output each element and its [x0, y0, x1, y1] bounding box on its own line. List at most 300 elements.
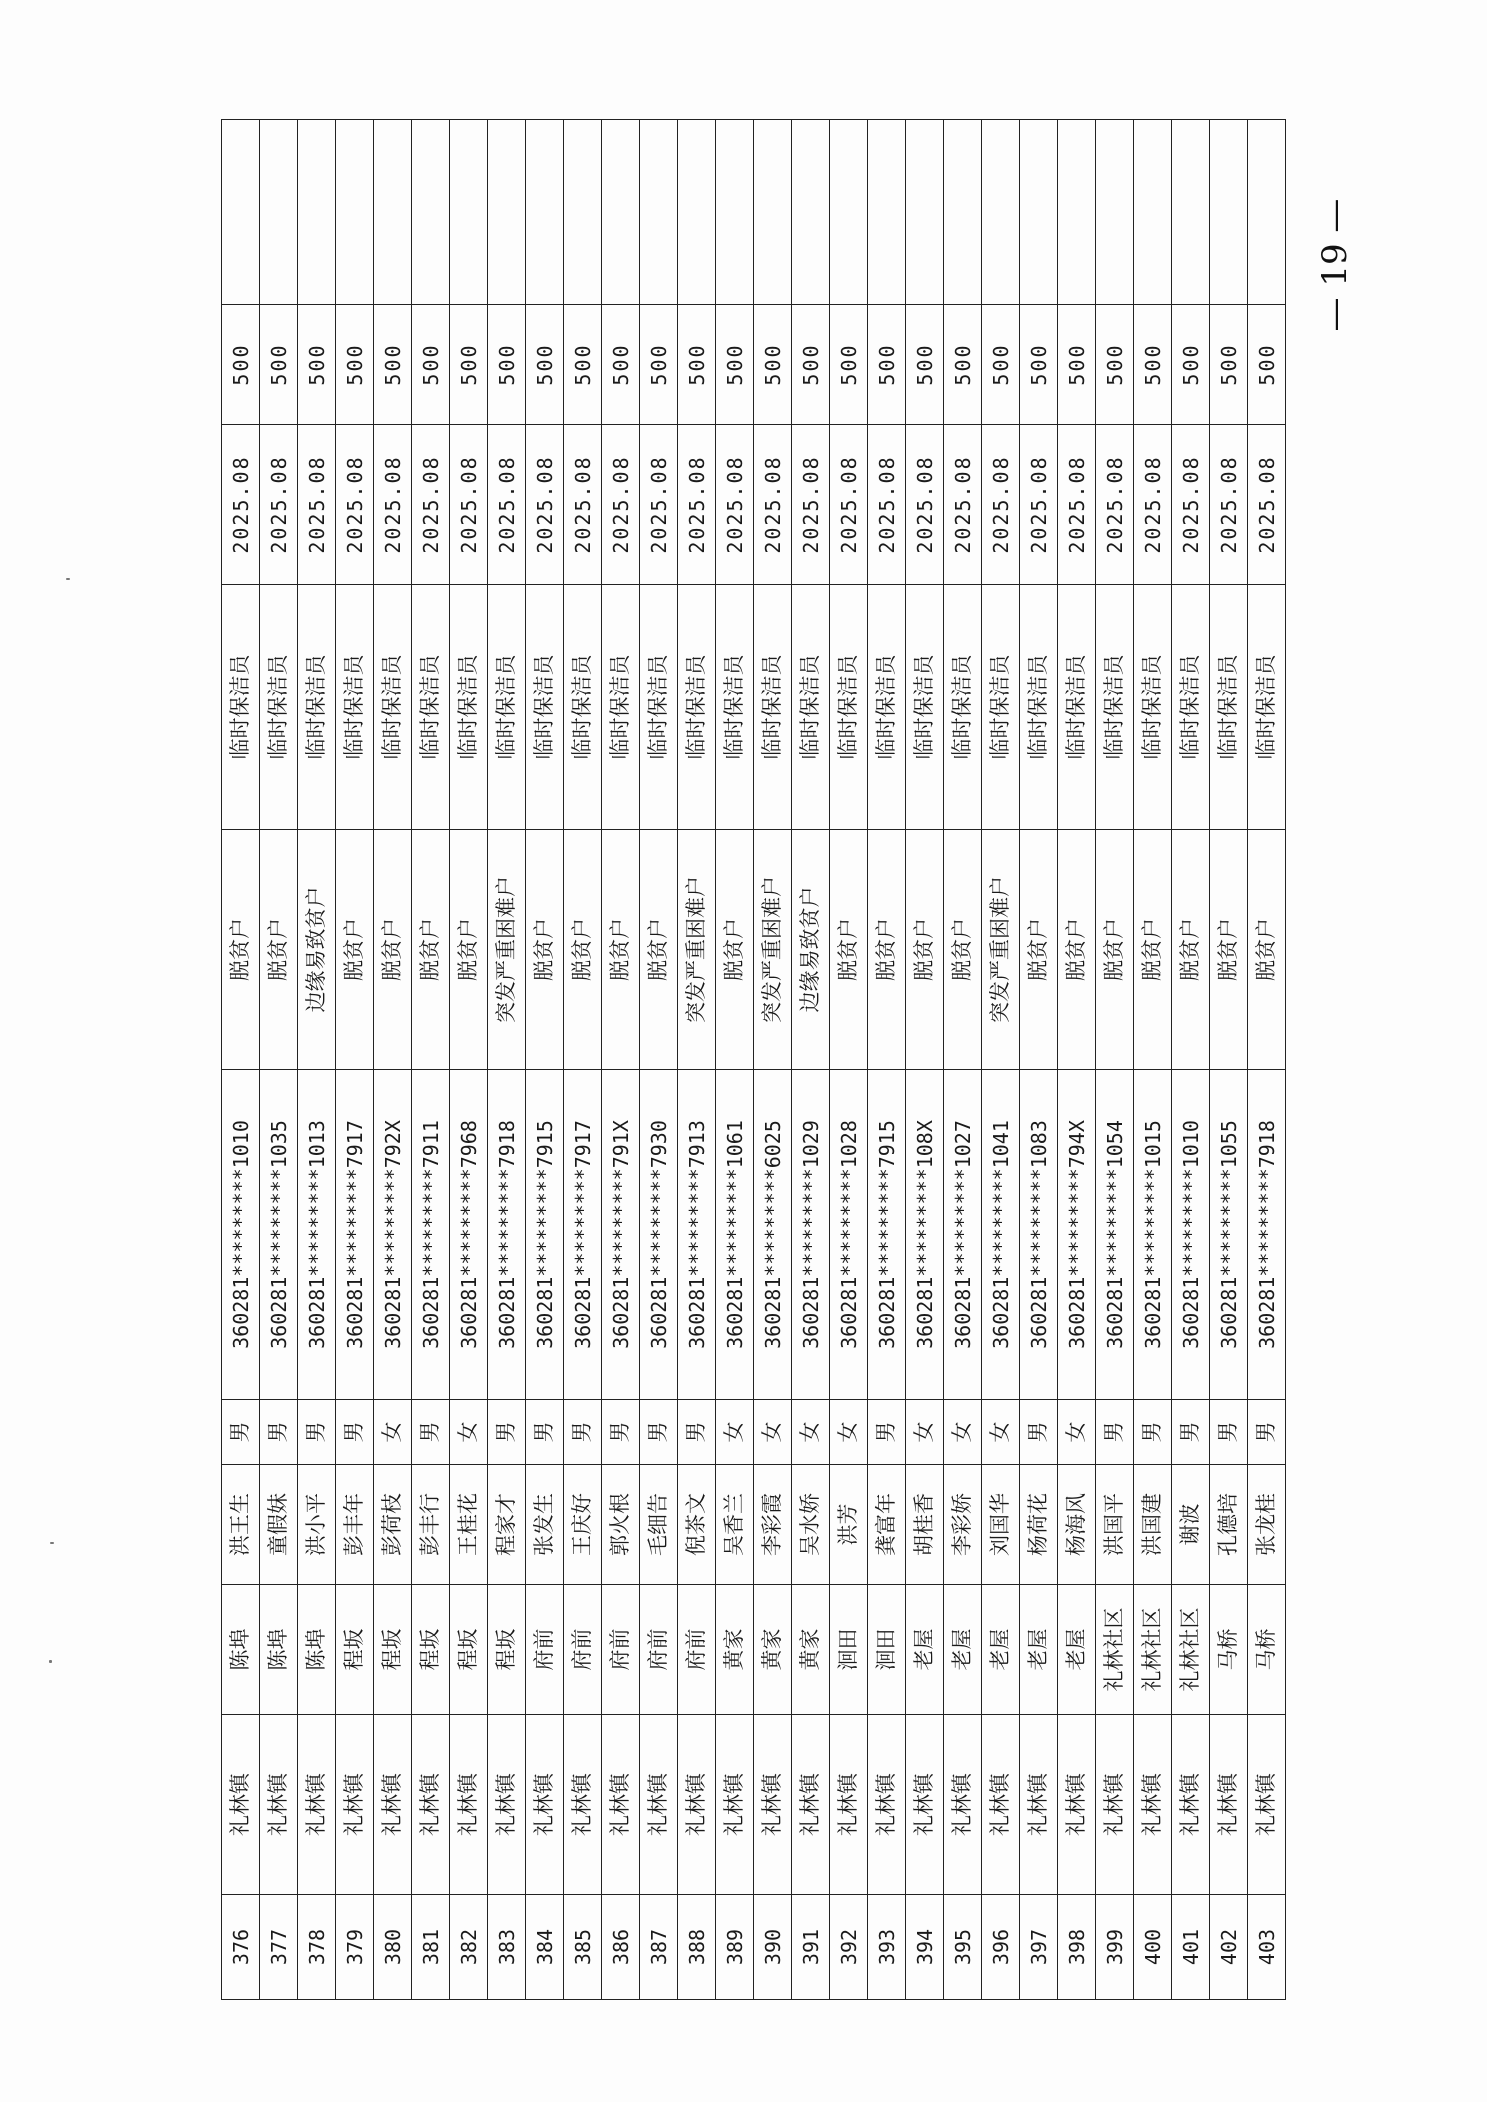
cell-name: 洪国平 — [1096, 1465, 1134, 1585]
cell-serial: 401 — [1172, 1895, 1210, 2000]
cell-position: 临时保洁员 — [260, 585, 298, 830]
cell-gender: 女 — [754, 1400, 792, 1465]
table-row — [754, 120, 792, 2000]
cell-name: 谢波 — [1172, 1465, 1210, 1585]
cell-position: 临时保洁员 — [716, 585, 754, 830]
cell-date: 2025.08 — [526, 425, 564, 585]
table-row — [260, 120, 298, 2000]
cell-serial: 397 — [1020, 1895, 1058, 2000]
cell-amount: 500 — [716, 305, 754, 425]
cell-town: 礼林镇 — [1058, 1715, 1096, 1895]
table-row — [526, 120, 564, 2000]
cell-date: 2025.08 — [1248, 425, 1286, 585]
cell-name: 王庆好 — [564, 1465, 602, 1585]
cell-date: 2025.08 — [336, 425, 374, 585]
cell-name: 张龙桂 — [1248, 1465, 1286, 1585]
table-row — [1248, 120, 1286, 2000]
cell-id-number: 360281*********792X — [374, 1070, 412, 1400]
cell-gender: 男 — [602, 1400, 640, 1465]
cell-town: 礼林镇 — [868, 1715, 906, 1895]
cell-category: 脱贫户 — [1096, 830, 1134, 1070]
cell-village: 黄家 — [754, 1585, 792, 1715]
cell-village: 礼林社区 — [1096, 1585, 1134, 1715]
cell-serial: 384 — [526, 1895, 564, 2000]
cell-village: 老屋 — [1020, 1585, 1058, 1715]
cell-town: 礼林镇 — [830, 1715, 868, 1895]
cell-town: 礼林镇 — [298, 1715, 336, 1895]
cell-name: 李彩娇 — [944, 1465, 982, 1585]
cell-town: 礼林镇 — [792, 1715, 830, 1895]
table-row — [1058, 120, 1096, 2000]
cell-note — [1020, 120, 1058, 305]
cell-name: 洪国建 — [1134, 1465, 1172, 1585]
cell-position: 临时保洁员 — [792, 585, 830, 830]
table-row — [1020, 120, 1058, 2000]
cell-note — [602, 120, 640, 305]
cell-position: 临时保洁员 — [944, 585, 982, 830]
cell-name: 张发生 — [526, 1465, 564, 1585]
cell-date: 2025.08 — [374, 425, 412, 585]
cell-serial: 386 — [602, 1895, 640, 2000]
cell-name: 毛细告 — [640, 1465, 678, 1585]
cell-town: 礼林镇 — [374, 1715, 412, 1895]
scan-speck — [50, 1542, 54, 1544]
cell-gender: 男 — [1096, 1400, 1134, 1465]
cell-date: 2025.08 — [1172, 425, 1210, 585]
cell-village: 府前 — [678, 1585, 716, 1715]
cell-date: 2025.08 — [868, 425, 906, 585]
cell-id-number: 360281*********1027 — [944, 1070, 982, 1400]
cell-town: 礼林镇 — [640, 1715, 678, 1895]
cell-date: 2025.08 — [830, 425, 868, 585]
cell-town: 礼林镇 — [564, 1715, 602, 1895]
cell-serial: 399 — [1096, 1895, 1134, 2000]
cell-village: 礼林社区 — [1134, 1585, 1172, 1715]
beneficiary-table — [221, 119, 1286, 2000]
cell-amount: 500 — [754, 305, 792, 425]
cell-amount: 500 — [526, 305, 564, 425]
cell-name: 龚富年 — [868, 1465, 906, 1585]
cell-town: 礼林镇 — [488, 1715, 526, 1895]
cell-serial: 388 — [678, 1895, 716, 2000]
cell-position: 临时保洁员 — [640, 585, 678, 830]
cell-gender: 女 — [374, 1400, 412, 1465]
cell-category: 突发严重困难户 — [982, 830, 1020, 1070]
cell-position: 临时保洁员 — [488, 585, 526, 830]
cell-serial: 396 — [982, 1895, 1020, 2000]
cell-town: 礼林镇 — [906, 1715, 944, 1895]
cell-serial: 394 — [906, 1895, 944, 2000]
cell-serial: 379 — [336, 1895, 374, 2000]
cell-position: 临时保洁员 — [412, 585, 450, 830]
cell-date: 2025.08 — [450, 425, 488, 585]
cell-id-number: 360281*********791X — [602, 1070, 640, 1400]
cell-id-number: 360281*********1028 — [830, 1070, 868, 1400]
cell-village: 陈埠 — [222, 1585, 260, 1715]
cell-amount: 500 — [336, 305, 374, 425]
cell-date: 2025.08 — [488, 425, 526, 585]
cell-village: 老屋 — [1058, 1585, 1096, 1715]
cell-position: 临时保洁员 — [1248, 585, 1286, 830]
table-row — [564, 120, 602, 2000]
cell-note — [716, 120, 754, 305]
cell-village: 府前 — [640, 1585, 678, 1715]
cell-note — [1096, 120, 1134, 305]
cell-id-number: 360281*********7968 — [450, 1070, 488, 1400]
cell-position: 临时保洁员 — [374, 585, 412, 830]
cell-date: 2025.08 — [678, 425, 716, 585]
table-row — [640, 120, 678, 2000]
cell-id-number: 360281*********794X — [1058, 1070, 1096, 1400]
cell-category: 脱贫户 — [260, 830, 298, 1070]
cell-date: 2025.08 — [1096, 425, 1134, 585]
cell-amount: 500 — [868, 305, 906, 425]
table-row — [602, 120, 640, 2000]
cell-category: 脱贫户 — [640, 830, 678, 1070]
cell-town: 礼林镇 — [754, 1715, 792, 1895]
cell-category: 脱贫户 — [564, 830, 602, 1070]
cell-serial: 392 — [830, 1895, 868, 2000]
cell-gender: 男 — [222, 1400, 260, 1465]
page-number — [1305, 190, 1365, 340]
cell-note — [830, 120, 868, 305]
cell-position: 临时保洁员 — [830, 585, 868, 830]
cell-gender: 男 — [526, 1400, 564, 1465]
cell-village: 陈埠 — [260, 1585, 298, 1715]
cell-amount: 500 — [640, 305, 678, 425]
cell-category: 脱贫户 — [1058, 830, 1096, 1070]
cell-date: 2025.08 — [564, 425, 602, 585]
cell-amount: 500 — [1248, 305, 1286, 425]
cell-amount: 500 — [374, 305, 412, 425]
cell-name: 郭火根 — [602, 1465, 640, 1585]
cell-name: 彭丰年 — [336, 1465, 374, 1585]
cell-gender: 女 — [830, 1400, 868, 1465]
cell-category: 脱贫户 — [602, 830, 640, 1070]
cell-name: 彭丰行 — [412, 1465, 450, 1585]
cell-id-number: 360281*********1055 — [1210, 1070, 1248, 1400]
cell-village: 程坂 — [412, 1585, 450, 1715]
cell-position: 临时保洁员 — [1020, 585, 1058, 830]
cell-id-number: 360281*********7913 — [678, 1070, 716, 1400]
cell-category: 脱贫户 — [906, 830, 944, 1070]
cell-note — [1172, 120, 1210, 305]
cell-serial: 391 — [792, 1895, 830, 2000]
cell-note — [488, 120, 526, 305]
cell-note — [906, 120, 944, 305]
cell-category: 脱贫户 — [450, 830, 488, 1070]
cell-category: 脱贫户 — [868, 830, 906, 1070]
cell-gender: 男 — [564, 1400, 602, 1465]
cell-amount: 500 — [1210, 305, 1248, 425]
cell-amount: 500 — [564, 305, 602, 425]
cell-date: 2025.08 — [412, 425, 450, 585]
cell-id-number: 360281*********1029 — [792, 1070, 830, 1400]
cell-name: 彭荷枝 — [374, 1465, 412, 1585]
cell-category: 突发严重困难户 — [754, 830, 792, 1070]
cell-gender: 女 — [906, 1400, 944, 1465]
table-row — [1172, 120, 1210, 2000]
cell-serial: 377 — [260, 1895, 298, 2000]
cell-name: 吴水娇 — [792, 1465, 830, 1585]
cell-id-number: 360281*********1013 — [298, 1070, 336, 1400]
cell-gender: 男 — [678, 1400, 716, 1465]
cell-id-number: 360281*********7915 — [526, 1070, 564, 1400]
cell-amount: 500 — [450, 305, 488, 425]
cell-amount: 500 — [222, 305, 260, 425]
cell-category: 脱贫户 — [374, 830, 412, 1070]
cell-town: 礼林镇 — [222, 1715, 260, 1895]
cell-village: 程坂 — [488, 1585, 526, 1715]
cell-date: 2025.08 — [1210, 425, 1248, 585]
cell-amount: 500 — [792, 305, 830, 425]
cell-town: 礼林镇 — [678, 1715, 716, 1895]
table-row — [450, 120, 488, 2000]
cell-village: 马桥 — [1248, 1585, 1286, 1715]
cell-serial: 403 — [1248, 1895, 1286, 2000]
cell-category: 脱贫户 — [1020, 830, 1058, 1070]
cell-village: 程坂 — [374, 1585, 412, 1715]
cell-position: 临时保洁员 — [678, 585, 716, 830]
cell-id-number: 360281*********1054 — [1096, 1070, 1134, 1400]
cell-position: 临时保洁员 — [754, 585, 792, 830]
cell-town: 礼林镇 — [450, 1715, 488, 1895]
cell-serial: 389 — [716, 1895, 754, 2000]
cell-name: 孔德培 — [1210, 1465, 1248, 1585]
table-row — [792, 120, 830, 2000]
cell-serial: 402 — [1210, 1895, 1248, 2000]
cell-name: 童假妹 — [260, 1465, 298, 1585]
cell-name: 杨海风 — [1058, 1465, 1096, 1585]
cell-amount: 500 — [678, 305, 716, 425]
cell-date: 2025.08 — [1058, 425, 1096, 585]
cell-note — [564, 120, 602, 305]
cell-amount: 500 — [1058, 305, 1096, 425]
cell-note — [640, 120, 678, 305]
cell-gender: 男 — [412, 1400, 450, 1465]
cell-village: 老屋 — [906, 1585, 944, 1715]
cell-gender: 女 — [982, 1400, 1020, 1465]
cell-amount: 500 — [412, 305, 450, 425]
cell-town: 礼林镇 — [602, 1715, 640, 1895]
cell-amount: 500 — [1172, 305, 1210, 425]
cell-note — [298, 120, 336, 305]
cell-id-number: 360281*********108X — [906, 1070, 944, 1400]
cell-village: 洄田 — [868, 1585, 906, 1715]
cell-serial: 387 — [640, 1895, 678, 2000]
cell-serial: 382 — [450, 1895, 488, 2000]
cell-position: 临时保洁员 — [1058, 585, 1096, 830]
cell-id-number: 360281*********7917 — [336, 1070, 374, 1400]
cell-town: 礼林镇 — [1134, 1715, 1172, 1895]
cell-id-number: 360281*********7930 — [640, 1070, 678, 1400]
cell-town: 礼林镇 — [336, 1715, 374, 1895]
cell-village: 洄田 — [830, 1585, 868, 1715]
cell-gender: 女 — [716, 1400, 754, 1465]
cell-gender: 男 — [1020, 1400, 1058, 1465]
cell-village: 府前 — [602, 1585, 640, 1715]
cell-category: 脱贫户 — [412, 830, 450, 1070]
page-number-text: — 19 — — [1315, 198, 1355, 332]
cell-gender: 男 — [1210, 1400, 1248, 1465]
cell-id-number: 360281*********7911 — [412, 1070, 450, 1400]
cell-note — [1134, 120, 1172, 305]
cell-id-number: 360281*********1035 — [260, 1070, 298, 1400]
cell-town: 礼林镇 — [412, 1715, 450, 1895]
cell-date: 2025.08 — [906, 425, 944, 585]
cell-gender: 男 — [488, 1400, 526, 1465]
cell-serial: 378 — [298, 1895, 336, 2000]
cell-town: 礼林镇 — [1172, 1715, 1210, 1895]
cell-serial: 376 — [222, 1895, 260, 2000]
cell-note — [1210, 120, 1248, 305]
cell-date: 2025.08 — [982, 425, 1020, 585]
cell-town: 礼林镇 — [944, 1715, 982, 1895]
cell-note — [944, 120, 982, 305]
cell-date: 2025.08 — [754, 425, 792, 585]
cell-note — [450, 120, 488, 305]
cell-date: 2025.08 — [944, 425, 982, 585]
cell-gender: 男 — [298, 1400, 336, 1465]
cell-date: 2025.08 — [640, 425, 678, 585]
cell-id-number: 360281*********1010 — [1172, 1070, 1210, 1400]
table-row — [488, 120, 526, 2000]
cell-name: 倪茶文 — [678, 1465, 716, 1585]
cell-category: 脱贫户 — [1172, 830, 1210, 1070]
cell-position: 临时保洁员 — [1172, 585, 1210, 830]
table-row — [374, 120, 412, 2000]
cell-gender: 男 — [640, 1400, 678, 1465]
cell-position: 临时保洁员 — [906, 585, 944, 830]
scan-speck — [66, 578, 70, 580]
cell-category: 突发严重困难户 — [488, 830, 526, 1070]
cell-date: 2025.08 — [260, 425, 298, 585]
cell-date: 2025.08 — [716, 425, 754, 585]
cell-note — [374, 120, 412, 305]
cell-category: 脱贫户 — [716, 830, 754, 1070]
cell-category: 脱贫户 — [526, 830, 564, 1070]
cell-position: 临时保洁员 — [602, 585, 640, 830]
cell-position: 临时保洁员 — [564, 585, 602, 830]
cell-date: 2025.08 — [1134, 425, 1172, 585]
cell-category: 边缘易致贫户 — [792, 830, 830, 1070]
cell-name: 洪小平 — [298, 1465, 336, 1585]
cell-date: 2025.08 — [1020, 425, 1058, 585]
cell-village: 黄家 — [716, 1585, 754, 1715]
cell-name: 程家才 — [488, 1465, 526, 1585]
table-row — [1134, 120, 1172, 2000]
cell-id-number: 360281*********1041 — [982, 1070, 1020, 1400]
table-row — [678, 120, 716, 2000]
cell-position: 临时保洁员 — [1134, 585, 1172, 830]
cell-serial: 381 — [412, 1895, 450, 2000]
table-row — [982, 120, 1020, 2000]
cell-position: 临时保洁员 — [222, 585, 260, 830]
table-row — [222, 120, 260, 2000]
cell-note — [678, 120, 716, 305]
cell-id-number: 360281*********7917 — [564, 1070, 602, 1400]
cell-village: 马桥 — [1210, 1585, 1248, 1715]
cell-position: 临时保洁员 — [1210, 585, 1248, 830]
cell-town: 礼林镇 — [1020, 1715, 1058, 1895]
table-row — [830, 120, 868, 2000]
cell-position: 临时保洁员 — [1096, 585, 1134, 830]
cell-position: 临时保洁员 — [868, 585, 906, 830]
cell-id-number: 360281*********7915 — [868, 1070, 906, 1400]
cell-name: 王桂花 — [450, 1465, 488, 1585]
cell-town: 礼林镇 — [526, 1715, 564, 1895]
cell-note — [754, 120, 792, 305]
cell-gender: 男 — [336, 1400, 374, 1465]
cell-amount: 500 — [982, 305, 1020, 425]
table-row — [1096, 120, 1134, 2000]
cell-town: 礼林镇 — [1248, 1715, 1286, 1895]
cell-name: 吴香兰 — [716, 1465, 754, 1585]
table-row — [906, 120, 944, 2000]
cell-note — [792, 120, 830, 305]
cell-note — [868, 120, 906, 305]
cell-position: 临时保洁员 — [450, 585, 488, 830]
cell-category: 脱贫户 — [1248, 830, 1286, 1070]
cell-village: 老屋 — [944, 1585, 982, 1715]
scan-speck — [49, 1660, 52, 1663]
cell-amount: 500 — [260, 305, 298, 425]
cell-id-number: 360281*********7918 — [488, 1070, 526, 1400]
cell-category: 突发严重困难户 — [678, 830, 716, 1070]
cell-position: 临时保洁员 — [298, 585, 336, 830]
cell-date: 2025.08 — [222, 425, 260, 585]
cell-gender: 男 — [260, 1400, 298, 1465]
cell-gender: 女 — [944, 1400, 982, 1465]
cell-note — [336, 120, 374, 305]
cell-category: 脱贫户 — [336, 830, 374, 1070]
cell-amount: 500 — [488, 305, 526, 425]
cell-id-number: 360281*********1015 — [1134, 1070, 1172, 1400]
cell-note — [222, 120, 260, 305]
cell-note — [412, 120, 450, 305]
cell-note — [260, 120, 298, 305]
cell-position: 临时保洁员 — [336, 585, 374, 830]
cell-town: 礼林镇 — [1096, 1715, 1134, 1895]
cell-name: 胡桂香 — [906, 1465, 944, 1585]
cell-note — [982, 120, 1020, 305]
cell-serial: 383 — [488, 1895, 526, 2000]
cell-village: 程坂 — [336, 1585, 374, 1715]
cell-amount: 500 — [906, 305, 944, 425]
table-row — [716, 120, 754, 2000]
cell-gender: 男 — [868, 1400, 906, 1465]
cell-town: 礼林镇 — [716, 1715, 754, 1895]
cell-category: 脱贫户 — [944, 830, 982, 1070]
cell-village: 府前 — [564, 1585, 602, 1715]
cell-id-number: 360281*********6025 — [754, 1070, 792, 1400]
cell-id-number: 360281*********1010 — [222, 1070, 260, 1400]
cell-town: 礼林镇 — [1210, 1715, 1248, 1895]
cell-position: 临时保洁员 — [982, 585, 1020, 830]
cell-amount: 500 — [1134, 305, 1172, 425]
cell-id-number: 360281*********1083 — [1020, 1070, 1058, 1400]
cell-date: 2025.08 — [298, 425, 336, 585]
cell-gender: 男 — [1134, 1400, 1172, 1465]
table-row — [1210, 120, 1248, 2000]
cell-amount: 500 — [1096, 305, 1134, 425]
cell-serial: 380 — [374, 1895, 412, 2000]
cell-gender: 女 — [450, 1400, 488, 1465]
cell-gender: 女 — [792, 1400, 830, 1465]
cell-category: 脱贫户 — [830, 830, 868, 1070]
cell-name: 杨荷花 — [1020, 1465, 1058, 1585]
cell-position: 临时保洁员 — [526, 585, 564, 830]
